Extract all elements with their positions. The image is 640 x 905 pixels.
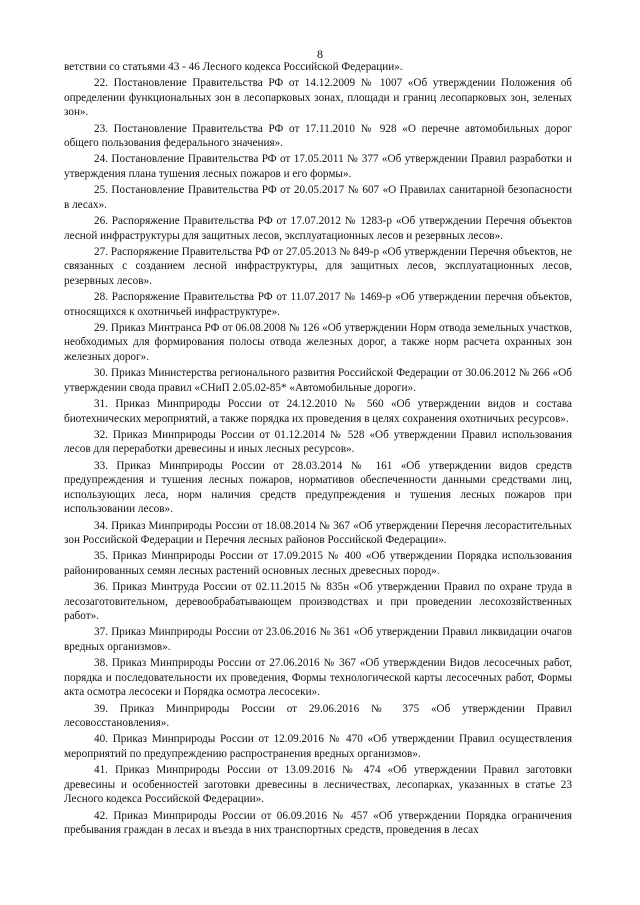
- list-item-37: 37. Приказ Минприроды России от 23.06.2016 № 361 «Об утверждении Правил ликвидации очагов вредных организмов».: [64, 626, 572, 654]
- list-item-34: 34. Приказ Минприроды России от 18.08.2014 № 367 «Об утверждении Перечня лесорастительных зон Российской Федерации и Перечня лесных районов Российской Федерации».: [64, 519, 572, 547]
- page-number: 8: [317, 47, 323, 61]
- list-item-22: 22. Постановление Правительства РФ от 14.12.2009 № 1007 «Об утверждении Положения об определении функциональных зон в лесопарковых зонах, площади и границ лесопарковых зон, зеленых зон».: [64, 77, 572, 119]
- list-item-26: 26. Распоряжение Правительства РФ от 17.07.2012 № 1283-р «Об утверждении Перечня объектов лесной инфраструктуры для защитных лесов, эксплуатационных лесов и резервных лесов».: [64, 214, 572, 242]
- list-item-35: 35. Приказ Минприроды России от 17.09.2015 № 400 «Об утверждении Порядка использования районированных семян лесных растений основных лесных древесных пород».: [64, 550, 572, 577]
- list-item-25: 25. Постановление Правительства РФ от 20.05.2017 № 607 «О Правилах санитарной безопасности в лесах».: [64, 184, 572, 211]
- list-item-24: 24. Постановление Правительства РФ от 17.05.2011 № 377 «Об утверждении Правил разработки и утверждения плана тушения лесных пожаров и его формы».: [64, 153, 572, 180]
- list-item-41: 41. Приказ Минприроды России от 13.09.2016 № 474 «Об утверждении Правил заготовки древесины и особенностей заготовки древесины в лесничествах, лесопарках, указанных в статье 23 Лесного кодекса Российской Федерации».: [64, 764, 572, 806]
- list-item-29: 29. Приказ Минтранса РФ от 06.08.2008 № 126 «Об утверждении Норм отвода земельных участков, необходимых для формирования полосы отвода железных дорог, а также норм расчета охранных зон железных дорог».: [64, 321, 572, 364]
- list-item-28: 28. Распоряжение Правительства РФ от 11.07.2017 № 1469-р «Об утверждении перечня объектов, относящихся к охотничьей инфраструктуре».: [64, 291, 572, 318]
- paragraph-continuation: ветствии со статьями 43 - 46 Лесного кодекса Российской Федерации».: [64, 61, 403, 73]
- list-item-39: 39. Приказ Минприроды России от 29.06.2016 № 375 «Об утверждении Правил лесовосстановления».: [64, 702, 572, 730]
- list-item-38: 38. Приказ Минприроды России от 27.06.2016 № 367 «Об утверждении Видов лесосечных работ, порядка и последовательности их проведения, Формы технологической карты лесосечных работ, Формы акта осмотра лесосеки и Порядка осмотра лесосеки».: [64, 657, 572, 699]
- list-item-31: 31. Приказ Минприроды России от 24.12.2010 № 560 «Об утверждении видов и состава биотехнических мероприятий, а также порядка их проведения в целях сохранения охотничьих ресурсов».: [64, 398, 572, 425]
- list-item-40: 40. Приказ Минприроды России от 12.09.2016 № 470 «Об утверждении Правил осуществления мероприятий по предупреждению распространения вредных организмов».: [64, 733, 572, 760]
- list-item-32: 32. Приказ Минприроды России от 01.12.2014 № 528 «Об утверждении Правил использования лесов для переработки древесины и иных лесных ресурсов».: [64, 428, 572, 456]
- list-item-42: 42. Приказ Минприроды России от 06.09.2016 № 457 «Об утверждении Порядка ограничения пребывания граждан в лесах и въезда в них транспортных средств, проведения в лесах: [64, 809, 572, 837]
- list-item-23: 23. Постановление Правительства РФ от 17.11.2010 № 928 «О перечне автомобильных дорог общего пользования федерального значения».: [64, 122, 572, 150]
- list-item-36: 36. Приказ Минтруда России от 02.11.2015 № 835н «Об утверждении Правил по охране труда в лесозаготовительном, деревообрабатывающем производствах и при проведении лесохозяйственных работ».: [64, 581, 572, 623]
- list-item-27: 27. Распоряжение Правительства РФ от 27.05.2013 № 849-р «Об утверждении Перечня объектов, не связанных с созданием лесной инфраструктуры, для защитных лесов, эксплуатационных лесов, резервных лесов».: [64, 245, 572, 287]
- document-body: [64, 60, 572, 838]
- list-item-30: 30. Приказ Министерства регионального развития Российской Федерации от 30.06.2012 № 266 «Об утверждении свода правил «СНиП 2.05.02-85* «Автомобильные дороги».: [64, 367, 572, 394]
- list-item-33: 33. Приказ Минприроды России от 28.03.2014 № 161 «Об утверждении видов средств предупреждения и тушения лесных пожаров, нормативов обеспеченности данными средствами лиц, использующих леса, норм наличия средств предупреждения и тушения лесных пожаров при использовании лесов».: [64, 459, 572, 516]
